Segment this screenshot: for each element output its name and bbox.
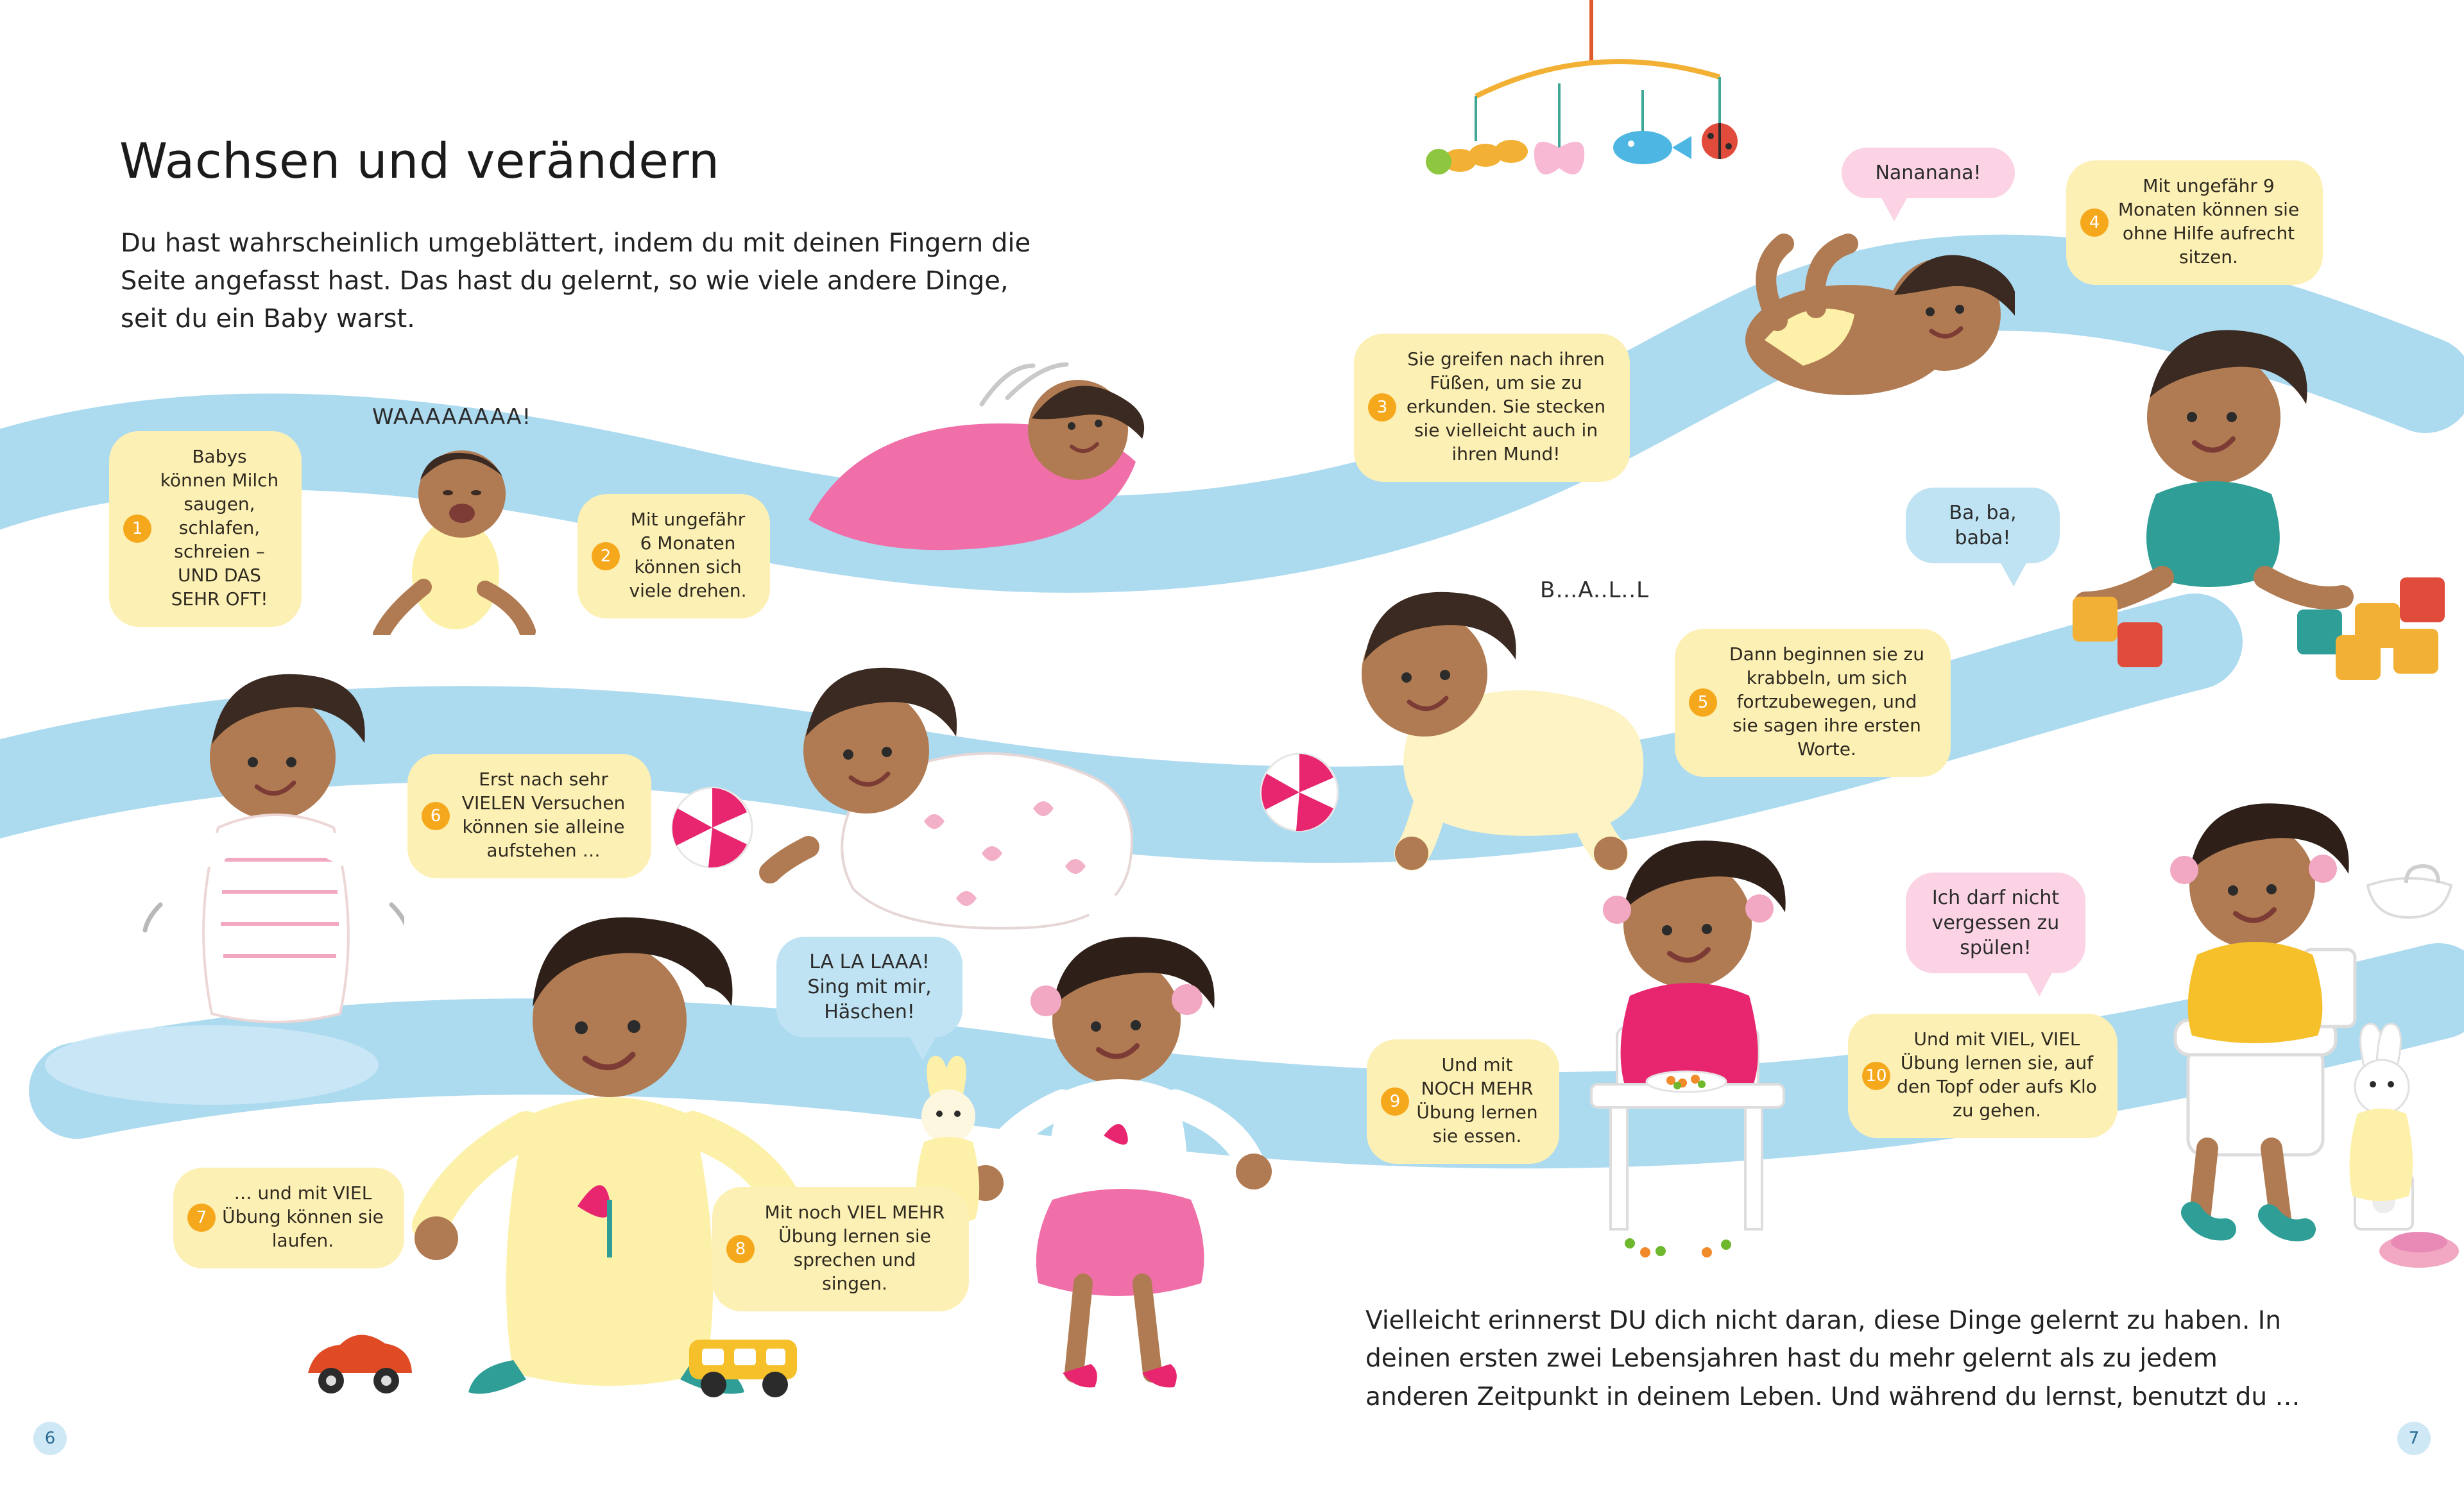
speech-bubble-nananana — [1842, 148, 2015, 198]
ball-illustration-2 — [667, 783, 757, 873]
speech-ball: B…A..L..L — [1540, 577, 1650, 603]
speech-tail — [909, 1035, 937, 1061]
callout-7-text: … und mit VIEL Übung können sie laufen. — [222, 1182, 384, 1251]
callout-6 — [407, 754, 651, 878]
callout-8-text: Mit noch VIEL MEHR Übung lernen sie sprechen und singen. — [764, 1202, 945, 1294]
speech-tail — [1999, 561, 2028, 586]
page-title: Wachsen und verändern — [119, 132, 720, 189]
callout-3-text: Sie greifen nach ihren Füßen, um sie zu erkunden. Sie stecken sie vielleicht auch in ihren Mund! — [1406, 348, 1606, 464]
bunny-toy-illustration-2 — [2329, 1020, 2438, 1206]
crying-baby-illustration — [359, 423, 552, 635]
outro-paragraph: Vielleicht erinnerst DU dich nicht daran, diese Dinge gelernt zu haben. In deinen ersten zwei Lebensjahren hast du mehr gelernt als zu jedem anderen Zeitpunkt in deinem Leben. Und während du lernst, benutzt du … — [1365, 1306, 2300, 1411]
sink-illustration — [2361, 860, 2458, 956]
callout-3 — [1354, 334, 1630, 482]
page-number-left: 6 — [33, 1422, 67, 1455]
callout-1-badge: 1 — [123, 515, 151, 543]
callout-4 — [2066, 160, 2323, 285]
speech-cry: WAAAAAAAA! — [372, 404, 532, 430]
callout-9-text: Und mit NOCH MEHR Übung lernen sie essen. — [1416, 1054, 1538, 1146]
rolling-baby-illustration — [770, 359, 1181, 590]
baby-mobile-illustration — [1399, 0, 1797, 282]
callout-2-text: Mit ungefähr 6 Monaten können sich viele drehen. — [629, 509, 747, 601]
callout-3-badge: 3 — [1368, 393, 1396, 422]
callout-10 — [1848, 1014, 2118, 1138]
speech-bubble-flush — [1906, 873, 2085, 973]
speech-tail — [2025, 971, 2053, 996]
callout-8 — [712, 1187, 969, 1311]
callout-5-badge: 5 — [1689, 688, 1717, 717]
callout-9-badge: 9 — [1381, 1087, 1409, 1116]
callout-2 — [578, 494, 770, 618]
callout-7-badge: 7 — [187, 1204, 216, 1232]
speech-bubble-baba-text: Ba, ba, baba! — [1949, 502, 2017, 549]
speech-bubble-sing — [776, 937, 963, 1037]
callout-5 — [1675, 629, 1951, 777]
intro-paragraph: Du hast wahrscheinlich umgeblättert, indem du mit deinen Fingern die Seite angefasst hast. Das hast du gelernt, so wie viele andere Dinge, seit du ein Baby warst. — [121, 228, 1031, 334]
callout-1-text: Babys können Milch saugen, schlafen, schreien – UND DAS SEHR OFT! — [160, 446, 279, 609]
callout-9 — [1367, 1039, 1559, 1164]
toddler-eating-illustration — [1514, 828, 1848, 1264]
callout-1 — [109, 431, 302, 627]
speech-bubble-baba — [1906, 488, 2060, 563]
toy-car-illustration — [302, 1322, 417, 1399]
callout-6-badge: 6 — [422, 802, 450, 830]
ball-illustration — [1258, 751, 1341, 834]
speech-bubble-sing-text: LA LA LAAA! Sing mit mir, Häschen! — [807, 951, 932, 1023]
speech-bubble-nananana-text: Nananana! — [1875, 162, 1981, 184]
callout-6-text: Erst nach sehr VIELEN Versuchen können sie alleine aufstehen … — [461, 769, 626, 861]
callout-2-badge: 2 — [592, 542, 620, 570]
callout-4-text: Mit ungefähr 9 Monaten können sie ohne Hilfe aufrecht sitzen. — [2118, 175, 2300, 268]
toy-blocks-illustration — [2348, 565, 2464, 680]
callout-10-text: Und mit VIEL, VIEL Übung lernen sie, auf den Topf oder aufs Klo zu gehen. — [1897, 1028, 2097, 1121]
sitting-baby-blocks-illustration — [2053, 321, 2387, 680]
callout-8-badge: 8 — [726, 1235, 755, 1263]
page-number-right: 7 — [2397, 1422, 2431, 1455]
standing-baby-illustration — [135, 667, 404, 1027]
callout-4-badge: 4 — [2080, 209, 2109, 237]
crawling-toddler-illustration — [732, 661, 1181, 943]
callout-5-text: Dann beginnen sie zu krabbeln, um sich fortzubewegen, und sie sagen ihre ersten Worte. — [1729, 643, 1924, 760]
toy-bus-illustration — [680, 1322, 809, 1405]
speech-tail — [1880, 196, 1908, 221]
callout-7 — [173, 1168, 404, 1268]
speech-bubble-flush-text: Ich darf nicht vergessen zu spülen! — [1931, 887, 2060, 959]
callout-10-badge: 10 — [1862, 1062, 1890, 1090]
